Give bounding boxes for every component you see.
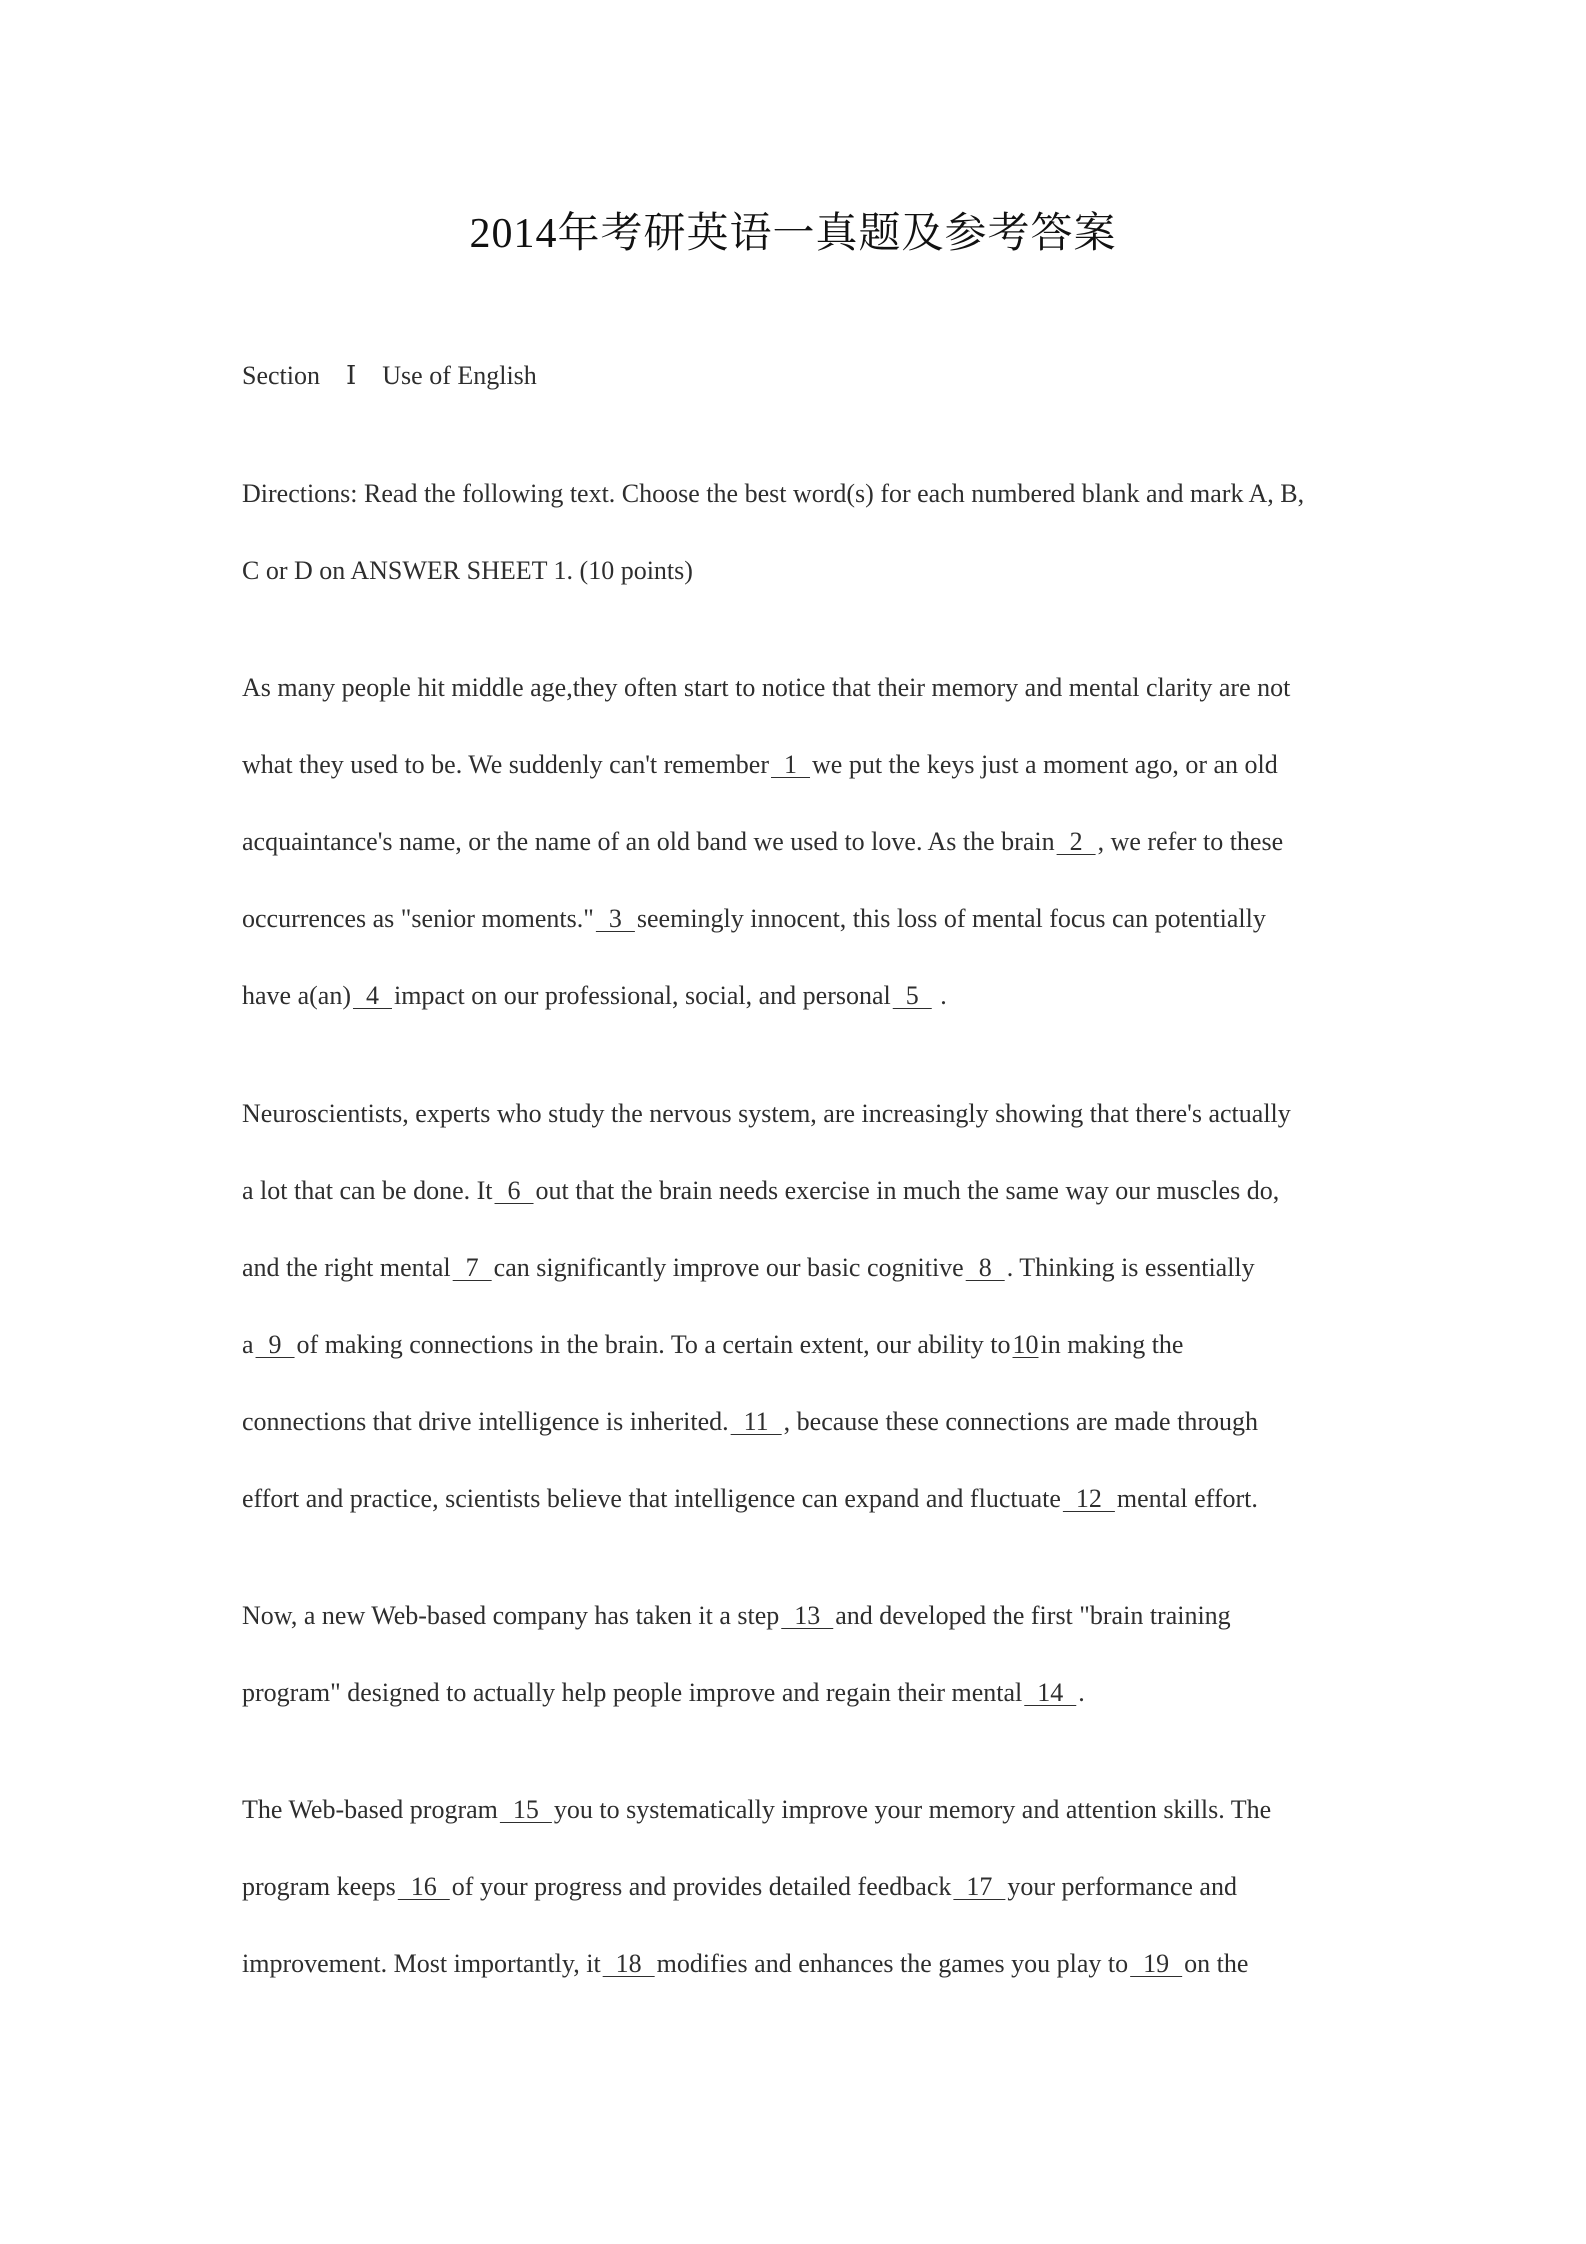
text: Now, a new Web-based company has taken it a step [242,1601,780,1630]
text: occurrences as "senior moments." [242,904,594,933]
p1-line-5 [242,978,1362,1014]
text: modifies and enhances the games you play to [656,1949,1129,1978]
text: effort and practice, scientists believe that intelligence can expand and fluctuate [242,1484,1061,1513]
text: have a(an) [242,981,351,1010]
p1-line-1: As many people hit middle age,they often start to notice that their memory and mental clarity are not [242,673,1291,702]
blank-16: 16 [397,1872,450,1901]
blank-15: 15 [499,1795,552,1824]
p2-line-4 [242,1327,1362,1363]
p2-line-6 [242,1481,1362,1517]
directions-line-2: C or D on ANSWER SHEET 1. (10 points) [242,556,693,585]
blank-2: 2 [1056,827,1096,856]
text: program" designed to actually help people improve and regain their mental [242,1678,1023,1707]
blank-13: 13 [781,1601,834,1630]
p2-line-3 [242,1250,1362,1286]
text: . [933,981,947,1010]
text: of making connections in the brain. To a certain extent, our ability to [296,1330,1011,1359]
blank-3: 3 [595,904,635,933]
blank-19: 19 [1130,1949,1183,1978]
text: on the [1184,1949,1249,1978]
text: a [242,1330,254,1359]
text: improvement. Most importantly, it [242,1949,601,1978]
text: impact on our professional, social, and personal [393,981,891,1010]
text: what they used to be. We suddenly can't remember [242,750,770,779]
text: seemingly innocent, this loss of mental focus can potentially [636,904,1266,933]
blank-11: 11 [730,1407,782,1436]
text: . Thinking is essentially [1006,1253,1255,1282]
text: . [1078,1678,1085,1707]
text: in making the [1040,1330,1184,1359]
blank-7: 7 [452,1253,492,1282]
p1-line-3 [242,824,1362,860]
blank-12: 12 [1062,1484,1115,1513]
p4-line-3 [242,1946,1362,1982]
text: acquaintance's name, or the name of an old band we used to love. As the brain [242,827,1055,856]
text: The Web-based program [242,1795,498,1824]
text: mental effort. [1116,1484,1258,1513]
blank-4: 4 [352,981,392,1010]
text: , we refer to these [1097,827,1284,856]
text: a lot that can be done. It [242,1176,493,1205]
text: of your progress and provides detailed feedback [451,1872,952,1901]
p1-line-4 [242,901,1362,937]
page-title: 2014年考研英语一真题及参考答案 [469,211,1117,257]
p2-line-5 [242,1404,1362,1440]
text: you to systematically improve your memory and attention skills. The [553,1795,1272,1824]
blank-17: 17 [953,1872,1006,1901]
text: can significantly improve our basic cognitive [493,1253,964,1282]
text: and the right mental [242,1253,451,1282]
blank-1: 1 [771,750,811,779]
text: connections that drive intelligence is inherited. [242,1407,729,1436]
text: program keeps [242,1872,396,1901]
blank-18: 18 [602,1949,655,1978]
text: and developed the first "brain training [835,1601,1231,1630]
p1-line-2 [242,747,1362,783]
blank-14: 14 [1024,1678,1077,1707]
text: your performance and [1007,1872,1237,1901]
p4-line-2 [242,1869,1362,1905]
text: we put the keys just a moment ago, or an old [812,750,1278,779]
blank-9: 9 [255,1330,295,1359]
p3-line-2 [242,1675,1362,1711]
blank-6: 6 [494,1176,534,1205]
blank-8: 8 [965,1253,1005,1282]
p2-line-2 [242,1173,1362,1209]
p2-line-1: Neuroscientists, experts who study the nervous system, are increasingly showing that there's actually [242,1099,1291,1128]
text: out that the brain needs exercise in much the same way our muscles do, [535,1176,1280,1205]
section-heading: Section Ⅰ Use of English [242,361,537,390]
directions-line-1: Directions: Read the following text. Choose the best word(s) for each numbered blank and mark A, B, [242,479,1305,508]
text: , because these connections are made through [783,1407,1258,1436]
blank-5: 5 [892,981,932,1010]
p4-line-1 [242,1792,1362,1828]
blank-10: 10 [1012,1330,1039,1359]
p3-line-1 [242,1598,1362,1634]
